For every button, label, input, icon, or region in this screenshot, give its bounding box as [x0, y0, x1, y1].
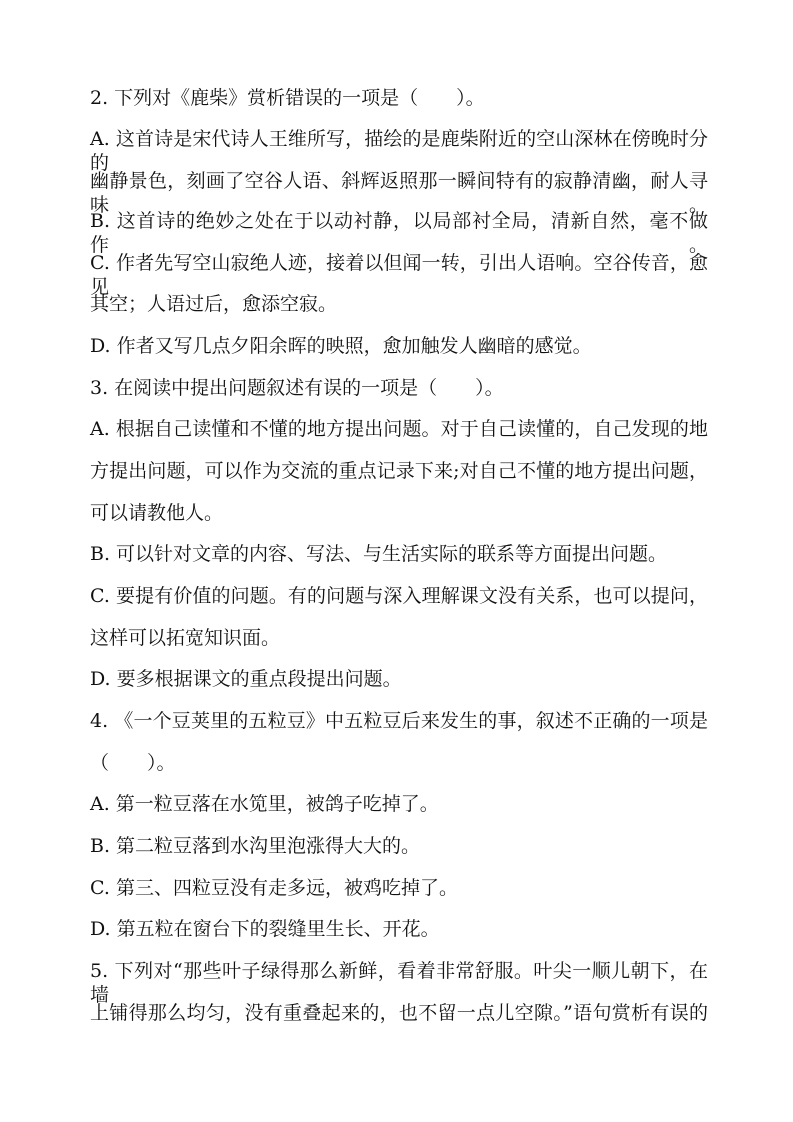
question-3-stem: 3. 在阅读中提出问题叙述有误的一项是（ ）。: [90, 377, 504, 399]
question-4-option-c: C. 第三、四粒豆没有走多远，被鸡吃掉了。: [90, 877, 458, 899]
question-2-stem: 2. 下列对《鹿柴》赏析错误的一项是（ ）。: [90, 87, 485, 109]
question-3-option-d: D. 要多根据课文的重点段提出问题。: [90, 668, 402, 690]
question-3-option-a-cont: 方提出问题，可以作为交流的重点记录下来;对自己不懂的地方提出问题，: [90, 460, 708, 482]
question-4-stem-cont: （ ）。: [90, 752, 176, 774]
question-2-option-c: C. 作者先写空山寂绝人迹，接着以但闻一转，引出人语响。空谷传音，愈见: [90, 252, 708, 298]
question-4-stem: 4. 《一个豆荚里的五粒豆》中五粒豆后来发生的事，叙述不正确的一项是: [90, 710, 708, 732]
question-3-option-a: A. 根据自己读懂和不懂的地方提出问题。对于自己读懂的，自己发现的地: [90, 418, 708, 440]
question-4-option-a: A. 第一粒豆落在水笕里，被鸽子吃掉了。: [90, 793, 439, 815]
question-2-option-a: A. 这首诗是宋代诗人王维所写，描绘的是鹿柴附近的空山深林在傍晚时分的: [90, 128, 708, 174]
question-3-option-c-cont: 这样可以拓宽知识面。: [90, 627, 281, 649]
question-5-stem: 5. 下列对“那些叶子绿得那么新鲜，看着非常舒服。叶尖一顺儿朝下，在墙: [90, 960, 708, 1006]
question-2-option-a-cont: 幽静景色，刻画了空谷人语、斜辉返照那一瞬间特有的寂静清幽，耐人寻味。: [90, 170, 708, 216]
question-5-stem-cont: 上铺得那么均匀，没有重叠起来的，也不留一点儿空隙。”语句赏析有误的: [90, 1002, 708, 1024]
question-2-option-b: B. 这首诗的绝妙之处在于以动衬静，以局部衬全局，清新自然，毫不做作。: [90, 210, 708, 256]
question-3-option-a-cont2: 可以请教他人。: [90, 502, 224, 524]
question-4-option-b: B. 第二粒豆落到水沟里泡涨得大大的。: [90, 835, 421, 857]
question-2-option-d: D. 作者又写几点夕阳余晖的映照，愈加触发人幽暗的感觉。: [90, 335, 592, 357]
question-3-option-c: C. 要提有价值的问题。有的问题与深入理解课文没有关系，也可以提问，: [90, 585, 708, 607]
question-2-option-c-cont: 其空；人语过后，愈添空寂。: [90, 293, 338, 315]
question-3-option-b: B. 可以针对文章的内容、写法、与生活实际的联系等方面提出问题。: [90, 543, 668, 565]
question-4-option-d: D. 第五粒在窗台下的裂缝里生长、开花。: [90, 918, 440, 940]
